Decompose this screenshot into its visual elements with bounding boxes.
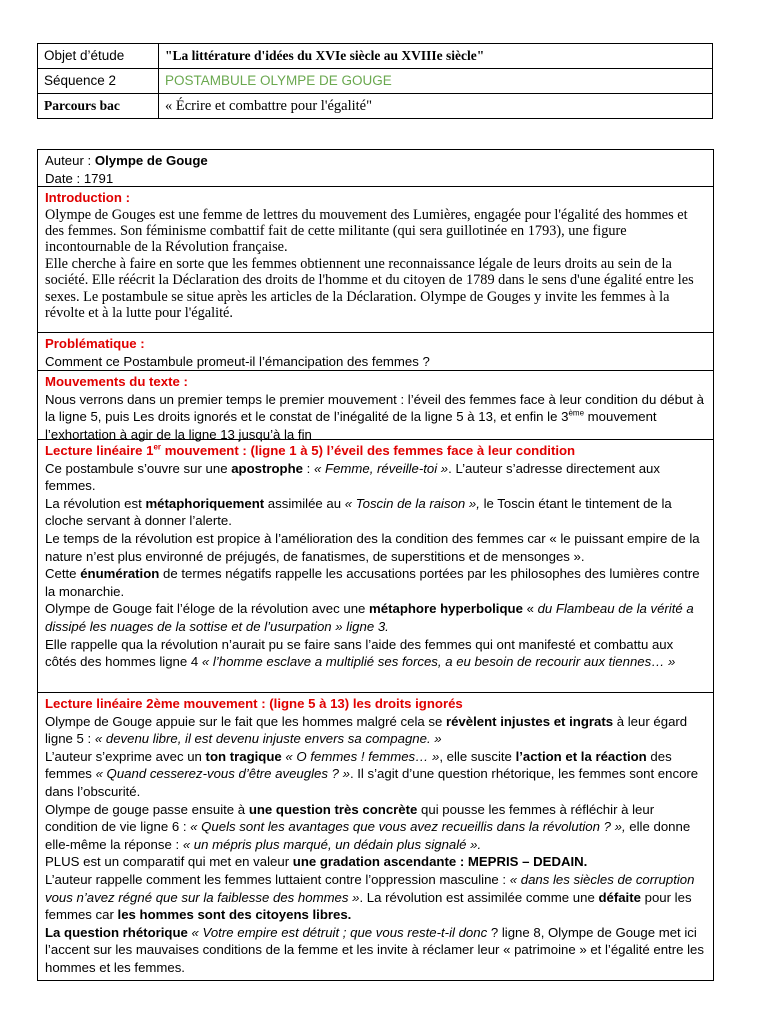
l2p6a: La question rhétorique xyxy=(45,924,188,940)
l2p6c: « Votre empire est détruit ; que vous reste-t-il donc xyxy=(191,924,488,940)
lecture1-paragraph-3: Le temps de la révolution est propice à l’amélioration des la condition des femmes car « le puissant empire de la nature n’est plus environné de préjugés, de fanatismes, de superstitions et de mensonges ». xyxy=(45,530,700,564)
intro-section xyxy=(38,187,713,333)
l2p3d: « Quels sont les avantages que vous avez recueillis dans la révolution ? », xyxy=(190,819,626,835)
lecture2-paragraph-6 xyxy=(45,924,707,977)
l1p5b: métaphore hyperbolique xyxy=(369,601,523,617)
intro-paragraph-1: Olympe de Gouges est une femme de lettres du mouvement des Lumières, engagée pour l'égalité des hommes et des femmes. Son féminisme combattif fait de cette militante (qui sera guillotinée en 1793), une figure incontournable de la Révolution française. xyxy=(45,206,688,256)
l2p2b: ton tragique xyxy=(205,748,282,764)
lecture2-title: Lecture linéaire 2ème mouvement : (ligne 5 à 13) les droits ignorés xyxy=(45,696,463,711)
l1p6b: « l’homme esclave a multiplié ses forces, a eu besoin de recourir aux tiennes… » xyxy=(201,654,676,670)
header-row-sequence xyxy=(38,69,713,94)
header-table xyxy=(37,43,713,119)
lecture2-paragraph-3 xyxy=(45,801,707,854)
mouvements-title: Mouvements du texte : xyxy=(45,374,188,389)
l2p3b: une question très concrète xyxy=(248,801,418,817)
l1p1a: Ce postambule s’ouvre sur une xyxy=(45,460,232,476)
lecture2-paragraph-1 xyxy=(45,713,707,748)
l1p5a: Olympe de Gouge fait l’éloge de la révolution avec une xyxy=(45,601,370,617)
lecture1-section xyxy=(38,440,713,693)
problematique-title: Problématique : xyxy=(45,336,145,351)
l2p2d: « O femmes ! femmes… » xyxy=(285,748,440,764)
objet-value: "La littérature d'idées du XVIe siècle au XVIIIe siècle" xyxy=(159,44,713,69)
l2p3c: qui pousse les femmes à réfléchir à leur condition de vie ligne 6 : xyxy=(45,801,655,835)
lecture1-paragraph-4 xyxy=(45,565,707,600)
lecture1-paragraph-5 xyxy=(45,600,707,635)
objet-label: Objet d’étude xyxy=(38,44,159,69)
l2p2h: « Quand cesserez-vous d’être aveugles ? » xyxy=(95,766,350,782)
lecture1-title-sup: er xyxy=(153,442,162,452)
l2p5e: pour les femmes car xyxy=(45,889,692,923)
lecture1-paragraph-2 xyxy=(45,495,707,530)
l1p5c: « xyxy=(522,601,538,617)
l2p5c: . La révolution est assimilée comme une xyxy=(359,889,599,905)
parcours-label: Parcours bac xyxy=(38,94,159,119)
main-content-table xyxy=(37,149,714,981)
l2p6d: ? ligne 8, Olympe de Gouge met ici l’accent sur les mauvaises conditions de la femme et les invite à réclamer leur « patrimoine » et l’égalité entre les hommes et les femmes. xyxy=(45,924,704,975)
lecture2-section xyxy=(38,693,713,980)
l2p5d: défaite xyxy=(598,889,641,905)
l1p1c: : xyxy=(303,460,315,476)
l1p6a: Elle rappelle qua la révolution n’aurait pu se faire sans l’aide des femmes qui ont manifesté et combattu aux côtés des hommes ligne 4 xyxy=(45,636,674,670)
problematique-text: Comment ce Postambule promeut-il l’émancipation des femmes ? xyxy=(45,353,430,369)
l1p2a: La révolution est xyxy=(45,495,146,511)
sequence-value: POSTAMBULE OLYMPE DE GOUGE xyxy=(159,69,713,94)
l1p1e: . L’auteur s’adresse directement aux femmes. xyxy=(45,460,660,494)
author-label: Auteur : xyxy=(45,153,95,168)
l2p1d: « devenu libre, il est devenu injuste envers sa compagne. » xyxy=(94,731,442,747)
header-row-parcours xyxy=(38,94,713,119)
date-line: Date : 1791 xyxy=(45,170,114,186)
l2p2f: l’action et la réaction xyxy=(515,748,647,764)
lecture1-paragraph-6 xyxy=(45,636,707,671)
l1p1b: apostrophe xyxy=(231,460,304,476)
mouvements-text-b: mouvement l’exhortation à agir de la ligne 13 jusqu’à la fin xyxy=(45,409,657,442)
lecture2-paragraph-4 xyxy=(45,853,707,871)
l2p3e: elle donne elle-même la réponse : xyxy=(45,819,691,852)
lecture1-title-b: mouvement : (ligne 1 à 5) l’éveil des femmes face à leur condition xyxy=(161,443,576,458)
l1p5d: du Flambeau de la vérité a dissipé les nuages de la sottise et de l’usurpation » ligne 3. xyxy=(45,601,694,634)
l2p5f: les hommes sont des citoyens libres. xyxy=(117,907,352,923)
l2p2g: des femmes xyxy=(45,748,672,782)
mouvements-text-a: Nous verrons dans un premier temps le premier mouvement : l’éveil des femmes face à leur condition du début à la ligne 5, puis Les droits ignorés et le constat de l’inégalité de la ligne 5 à 13, et enfin le 3 xyxy=(45,391,704,425)
sequence-label: Séquence 2 xyxy=(38,69,159,94)
header-row-objet xyxy=(38,44,713,69)
intro-paragraph-2: Elle cherche à faire en sorte que les femmes obtiennent une reconnaissance légale de leurs droits au sein de la société. Elle réécrit la Déclaration des droits de l'homme et du citoyen de 1789 dans le sens d'une égalité entre les sexes. Le postambule se situe après les articles de la Déclaration. Olympe de Gouges y invite les femmes à la révolte et à la lutte pour l'égalité. xyxy=(45,255,694,322)
l2p4b: une gradation ascendante : MEPRIS – DEDAIN. xyxy=(292,854,588,870)
author-name: Olympe de Gouge xyxy=(94,153,208,168)
lecture1-title xyxy=(45,442,707,460)
l1p4b: énumération xyxy=(80,566,160,582)
parcours-value: « Écrire et combattre pour l'égalité" xyxy=(159,94,713,119)
l2p2a: L’auteur s’exprime avec un xyxy=(45,748,206,764)
l2p3f: « un mépris plus marqué, un dédain plus signalé ». xyxy=(182,836,482,852)
l2p5a: L’auteur rappelle comment les femmes luttaient contre l’oppression masculine : xyxy=(45,871,510,887)
mouvements-sup: ème xyxy=(568,408,585,418)
mouvements-section xyxy=(38,371,713,440)
lecture1-title-a: Lecture linéaire 1 xyxy=(45,443,154,458)
l1p2b: métaphoriquement xyxy=(145,495,265,511)
l2p2i: . Il s’agit d’une question rhétorique, les femmes sont encore dans l’obscurité. xyxy=(45,766,699,799)
lecture2-paragraph-5 xyxy=(45,871,707,924)
problematique-section xyxy=(38,333,713,371)
author-line xyxy=(45,152,707,170)
mouvements-text xyxy=(45,391,707,444)
l2p5b: « dans les siècles de corruption vous n’avez régné que sur la faiblesse des hommes » xyxy=(45,871,695,905)
meta-section xyxy=(38,150,713,187)
l2p3a: Olympe de gouge passe ensuite à xyxy=(45,801,249,817)
l2p1c: à leur égard ligne 5 : xyxy=(45,713,688,747)
l2p1a: Olympe de Gouge appuie sur le fait que les hommes malgré cela se xyxy=(45,713,446,729)
l1p2d: « Toscin de la raison », xyxy=(344,495,480,511)
lecture2-paragraph-2 xyxy=(45,748,707,801)
l1p2e: le Toscin étant le tintement de la cloche servant à donner l’alerte. xyxy=(45,495,672,529)
intro-title: Introduction : xyxy=(45,190,130,205)
l1p2c: assimilée au xyxy=(264,495,345,511)
lecture1-paragraph-1 xyxy=(45,460,707,495)
l1p1d: « Femme, réveille-toi » xyxy=(314,460,449,476)
l1p4c: de termes négatifs rappelle les accusations portées par les philosophes des lumières contre la monarchie. xyxy=(45,566,700,599)
l2p1b: révèlent injustes et ingrats xyxy=(445,713,614,729)
l2p4a: PLUS est un comparatif qui met en valeur xyxy=(45,854,293,870)
l2p2e: , elle suscite xyxy=(439,748,516,764)
l1p4a: Cette xyxy=(45,566,81,582)
